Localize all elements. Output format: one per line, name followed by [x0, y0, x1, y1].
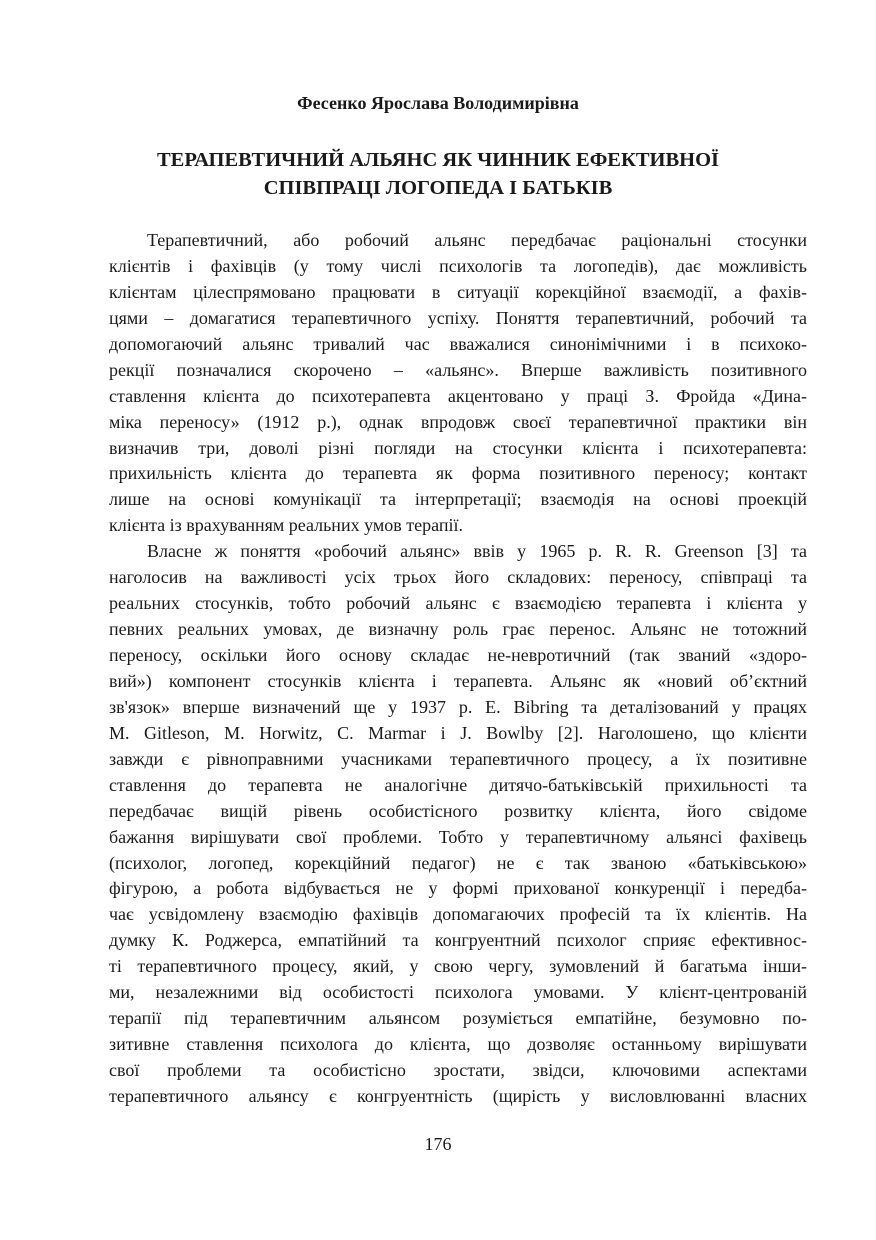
- text-line: клієнтам цілеспрямовано працювати в ситуації корекційної взаємодії, а фахів-: [109, 281, 807, 302]
- text-line: M. Gitleson, M. Horwitz, C. Marmar і J. Bowlby [2]. Наголошено, що клієнти: [109, 722, 807, 743]
- text-line: ті терапевтичного процесу, який, у свою чергу, зумовлений й багатьма інши-: [109, 956, 807, 977]
- text-line: клієнтів і фахівців (у тому числі психологів та логопедів), дає можливість: [109, 255, 807, 276]
- text-line: переносу, оскільки його основу складає не-невротичний (так званий «здоро-: [109, 645, 807, 665]
- text-line: певних реальних умовах, де визначну роль грає перенос. Альянс не тотожний: [109, 619, 807, 640]
- text-line: Власне ж поняття «робочий альянс» ввів у 1965 р. R. R. Greenson [3] та: [147, 541, 807, 562]
- text-line: вий») компонент стосунків клієнта і терапевта. Альянс як «новий об’єктний: [109, 670, 807, 691]
- text-line: реальних стосунків, тобто робочий альянс є взаємодією терапевта і клієнта у: [109, 593, 807, 614]
- text-line: бажання вирішувати свої проблеми. Тобто у терапевтичному альянсі фахівець: [109, 826, 807, 847]
- text-line: завжди є рівноправними учасниками терапевтичного процесу, а їх позитивне: [109, 748, 807, 769]
- text-line: допомогаючий альянс тривалий час вважалися синонімічними і в психоко-: [109, 333, 807, 354]
- text-line: свої проблеми та особистісно зростати, звідси, ключовими аспектами: [109, 1060, 807, 1080]
- text-line: цями – домагатися терапевтичного успіху. Поняття терапевтичний, робочий та: [109, 307, 807, 328]
- text-line: чає усвідомлену взаємодію фахівців допомагаючих професій та їх клієнтів. На: [109, 904, 807, 925]
- text-line: передбачає вищій рівень особистісного розвитку клієнта, його свідоме: [109, 800, 807, 821]
- text-line: рекції позначалися скорочено – «альянс». Вперше важливість позитивного: [109, 359, 807, 380]
- title-line: ТЕРАПЕВТИЧНИЙ АЛЬЯНС ЯК ЧИННИК ЕФЕКТИВНОЇ: [157, 149, 719, 171]
- text-line: клієнта із врахуванням реальних умов терапії.: [109, 515, 463, 536]
- page-number: 176: [424, 1134, 452, 1154]
- text-line: зитивне ставлення психолога до клієнта, що дозволяє останньому вирішувати: [109, 1034, 807, 1055]
- text-line: ми, незалежними від особистості психолога умовами. У клієнт-центрованій: [109, 982, 807, 1003]
- text-line: наголосив на важливості усіх трьох його складових: переносу, співпраці та: [109, 567, 807, 588]
- text-line: (психолог, логопед, корекційний педагог) не є так званою «батьківською»: [109, 852, 807, 873]
- paragraph-2: [109, 539, 807, 1110]
- text-line: визначив три, доволі різні погляди на стосунки клієнта і психотерапевта:: [109, 437, 807, 458]
- text-line: лише на основі комунікації та інтерпретації; взаємодія на основі проекцій: [109, 489, 807, 510]
- text-line: терапевтичного альянсу є конгруентність (щирість у висловлюванні власних: [109, 1085, 807, 1106]
- article-body: [109, 228, 807, 1110]
- title-line: СПІВПРАЦІ ЛОГОПЕДА І БАТЬКІВ: [263, 177, 613, 199]
- article-title: [90, 146, 786, 202]
- text-line: думку К. Роджерса, емпатійний та конгруентний психолог сприяє ефективнос-: [109, 930, 807, 951]
- text-line: прихильність клієнта до терапевта як форма позитивного переносу; контакт: [109, 463, 807, 484]
- text-line: ставлення до терапевта не аналогічне дитячо-батьківській прихильності та: [109, 774, 807, 795]
- author-name: Фесенко Ярослава Володимирівна: [297, 93, 579, 113]
- text-line: зв'язок» вперше визначений ще у 1937 р. E. Bibring та деталізований у працях: [109, 696, 807, 717]
- text-line: Терапевтичний, або робочий альянс передбачає раціональні стосунки: [147, 230, 807, 250]
- text-line: терапії під терапевтичним альянсом розуміється емпатійне, безумовно по-: [109, 1008, 807, 1029]
- text-line: ставлення клієнта до психотерапевта акцентовано у праці З. Фройда «Дина-: [109, 385, 807, 406]
- paragraph-1: [109, 228, 807, 539]
- text-line: фігурою, а робота відбувається не у формі прихованої конкуренції і передба-: [109, 878, 807, 899]
- text-line: міка переносу» (1912 р.), однак впродовж своєї терапевтичної практики він: [109, 411, 807, 432]
